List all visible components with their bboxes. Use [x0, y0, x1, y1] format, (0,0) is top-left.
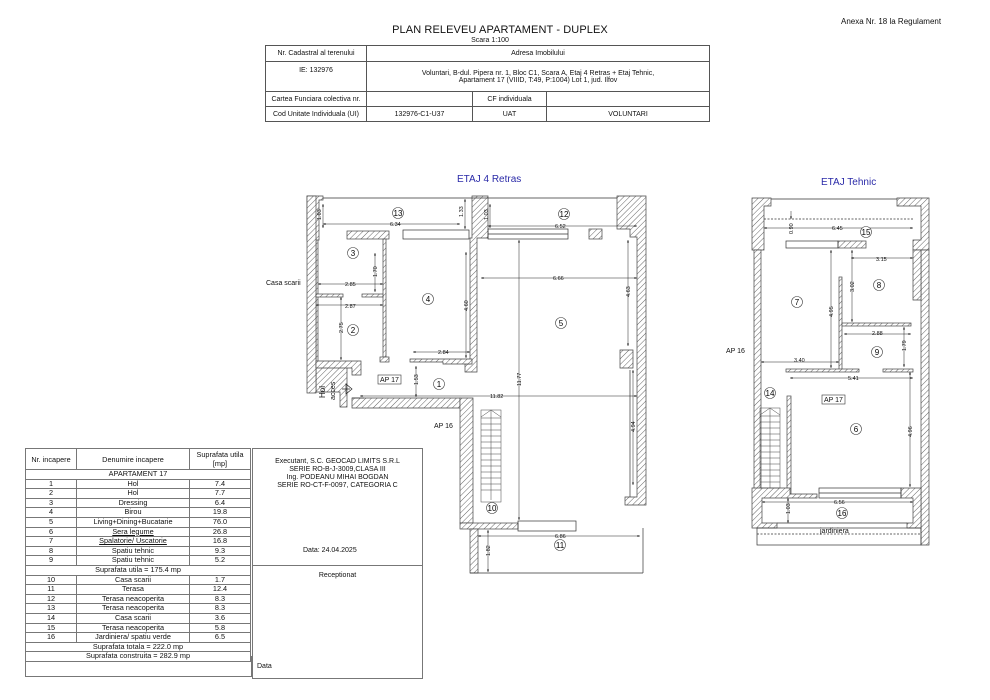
svg-text:4: 4 — [425, 295, 431, 304]
rooms-table — [25, 448, 251, 662]
table-cell: 13 — [26, 604, 77, 614]
table-cell: 2 — [26, 489, 77, 499]
uat-value: VOLUNTARI — [547, 107, 710, 122]
cadastral-label: Nr. Cadastral al terenului — [266, 46, 367, 62]
table-cell: Jardiniera/ spatiu verde — [77, 633, 190, 643]
col-header-nr: Nr. incapere — [26, 449, 77, 470]
ap17-badge — [378, 375, 401, 384]
svg-text:6: 6 — [853, 425, 859, 434]
table-cell: Birou — [77, 508, 190, 518]
table-row — [26, 613, 251, 623]
table-cell: 16 — [26, 633, 77, 643]
table-cell: 10 — [26, 575, 77, 585]
svg-text:4.96: 4.96 — [908, 426, 914, 437]
address-label: Adresa Imobilului — [367, 46, 710, 62]
cod-value: 132976-C1-U37 — [367, 107, 473, 122]
executant-date: Data: 24.04.2025 — [303, 547, 357, 554]
table-cell: 12 — [26, 594, 77, 604]
table-cell: 14 — [26, 613, 77, 623]
room-marker-10 — [487, 503, 498, 514]
svg-text:AP 17: AP 17 — [824, 397, 843, 404]
room-marker-16 — [837, 508, 848, 519]
tehnic-ap16-label: AP 16 — [726, 348, 745, 355]
room-marker-12 — [559, 209, 570, 220]
table-row — [26, 604, 251, 614]
table-cell: 5.8 — [190, 623, 251, 633]
table-cell: 16.8 — [190, 537, 251, 547]
svg-text:9: 9 — [874, 348, 880, 357]
ie-value: IE: 132976 — [266, 62, 367, 92]
svg-text:1.82: 1.82 — [486, 545, 492, 556]
svg-text:1.70: 1.70 — [373, 266, 379, 277]
svg-text:1.03: 1.03 — [786, 503, 792, 514]
svg-text:15: 15 — [861, 228, 871, 237]
table-cell: Sera legume — [77, 527, 190, 537]
etaj4-title: ETAJ 4 Retras — [457, 174, 522, 185]
received-label: Receptionat — [318, 572, 357, 579]
svg-text:2.75: 2.75 — [339, 322, 345, 333]
svg-text:6.56: 6.56 — [834, 500, 845, 506]
room-marker-6 — [851, 424, 862, 435]
room-marker-5 — [556, 318, 567, 329]
table-cell: 7 — [26, 537, 77, 547]
table-cell: Terasa neacoperita — [77, 594, 190, 604]
svg-text:1.03: 1.03 — [317, 209, 323, 220]
svg-text:1: 1 — [436, 380, 442, 389]
table-cell: 26.8 — [190, 527, 251, 537]
etaj4-stairs — [481, 410, 501, 502]
svg-text:16: 16 — [837, 509, 847, 518]
table-cell: 3 — [26, 498, 77, 508]
table-cell: Hol — [77, 479, 190, 489]
table-cell: Hol — [77, 489, 190, 499]
section-title: APARTAMENT 17 — [26, 470, 251, 480]
svg-text:2.85: 2.85 — [345, 282, 356, 288]
table-row — [26, 537, 251, 547]
svg-text:2.84: 2.84 — [438, 350, 449, 356]
table-cell: 12.4 — [190, 585, 251, 595]
table-cell: 76.0 — [190, 517, 251, 527]
svg-text:4.94: 4.94 — [631, 421, 637, 432]
table-cell: 8 — [26, 546, 77, 556]
room-marker-3 — [348, 248, 359, 259]
table-cell: 1.7 — [190, 575, 251, 585]
constructed-row: Suprafata construita = 282.9 mp — [26, 652, 251, 662]
table-cell: 7.7 — [190, 489, 251, 499]
svg-text:14: 14 — [765, 389, 775, 398]
table-row — [26, 585, 251, 595]
jardiniera-label: jardiniera — [820, 528, 849, 535]
svg-text:AP 17: AP 17 — [380, 377, 399, 384]
table-row — [26, 633, 251, 643]
table-cell: 4 — [26, 508, 77, 518]
table-cell: Spalatorie/ Uscatorie — [77, 537, 190, 547]
ap16-label: AP 16 — [434, 423, 453, 430]
casa-scarii-label: Casa scarii — [266, 280, 301, 287]
table-cell: 6 — [26, 527, 77, 537]
table-cell: 11 — [26, 585, 77, 595]
table-cell: 15 — [26, 623, 77, 633]
table-cell: 6.4 — [190, 498, 251, 508]
table-cell: 1 — [26, 479, 77, 489]
svg-text:8: 8 — [876, 281, 882, 290]
cod-label: Cod Unitate Individuala (UI) — [266, 107, 367, 122]
hol-label: Hol — [318, 385, 327, 398]
svg-text:1.53: 1.53 — [414, 374, 420, 385]
acces-label: acces — [330, 381, 337, 400]
svg-text:6.34: 6.34 — [390, 222, 401, 228]
rooms-table-footer — [25, 656, 252, 677]
table-cell: 19.8 — [190, 508, 251, 518]
svg-text:10: 10 — [487, 504, 497, 513]
table-cell: Terasa neacoperita — [77, 604, 190, 614]
svg-text:3.40: 3.40 — [794, 358, 805, 364]
table-cell: Casa scarii — [77, 613, 190, 623]
divider — [253, 565, 422, 566]
annex-label: Anexa Nr. 18 la Regulament — [841, 17, 942, 26]
svg-text:2: 2 — [350, 326, 356, 335]
room-marker-11 — [555, 540, 566, 551]
table-cell: Spatiu tehnic — [77, 546, 190, 556]
table-cell: 5 — [26, 517, 77, 527]
svg-text:1.33: 1.33 — [459, 206, 465, 217]
svg-text:2.88: 2.88 — [872, 331, 883, 337]
table-row — [26, 556, 251, 566]
table-cell: 5.2 — [190, 556, 251, 566]
svg-text:7: 7 — [794, 298, 800, 307]
svg-text:1.03: 1.03 — [484, 209, 490, 220]
subtotal-row: Suprafata utila = 175.4 mp — [26, 565, 251, 575]
address-value: Voluntari, B-dul. Pipera nr. 1, Bloc C1, Scara A, Etaj 4 Retras + Etaj Tehnic, Apartament 17 (VIIID, T:49, P:1004) Lot 1, jud. Ilfov — [367, 62, 710, 92]
table-cell: Terasa — [77, 585, 190, 595]
svg-text:6.45: 6.45 — [832, 226, 843, 232]
table-cell: 7.4 — [190, 479, 251, 489]
room-marker-15 — [861, 227, 872, 238]
svg-text:1.79: 1.79 — [902, 340, 908, 351]
carte-label: Cartea Funciara colectiva nr. — [266, 92, 367, 107]
svg-text:11.77: 11.77 — [517, 372, 523, 386]
room-marker-1 — [434, 379, 445, 390]
total-row: Suprafata totala = 222.0 mp — [26, 642, 251, 652]
cf-label: CF individuala — [473, 92, 547, 107]
tehnic-dimensions — [761, 211, 913, 523]
room-marker-9 — [872, 347, 883, 358]
table-cell: Living+Dining+Bucatarie — [77, 517, 190, 527]
tehnic-title: ETAJ Tehnic — [821, 177, 877, 188]
svg-text:3.02: 3.02 — [850, 281, 856, 292]
col-header-area: Suprafata utila [mp] — [190, 449, 251, 470]
scale-label: Scara 1:100 — [471, 37, 509, 44]
svg-text:13: 13 — [393, 209, 403, 218]
svg-text:0.90: 0.90 — [789, 223, 795, 234]
table-cell: 8.3 — [190, 604, 251, 614]
svg-text:4.63: 4.63 — [626, 286, 632, 297]
table-row — [26, 489, 251, 499]
page-title: PLAN RELEVEU APARTAMENT - DUPLEX — [392, 24, 608, 36]
room-marker-7 — [792, 297, 803, 308]
table-cell: Terasa neacoperita — [77, 623, 190, 633]
svg-text:6.66: 6.66 — [553, 276, 564, 282]
table-cell: 8.3 — [190, 594, 251, 604]
col-header-name: Denumire incapere — [77, 449, 190, 470]
room-marker-13 — [393, 208, 404, 219]
table-cell: Spatiu tehnic — [77, 556, 190, 566]
executant-box — [252, 448, 423, 679]
table-cell: Casa scarii — [77, 575, 190, 585]
table-cell: 9 — [26, 556, 77, 566]
svg-text:6.86: 6.86 — [555, 534, 566, 540]
svg-text:5: 5 — [558, 319, 564, 328]
room-marker-2 — [348, 325, 359, 336]
svg-text:6.52: 6.52 — [555, 224, 566, 230]
room-marker-4 — [423, 294, 434, 305]
svg-text:2.87: 2.87 — [345, 304, 356, 310]
svg-text:11: 11 — [555, 541, 565, 550]
tehnic-dimension-labels — [786, 223, 914, 514]
svg-text:3.15: 3.15 — [876, 257, 887, 263]
table-cell: 3.6 — [190, 613, 251, 623]
svg-text:5.41: 5.41 — [848, 376, 859, 382]
room-marker-14 — [765, 388, 776, 399]
svg-text:4.60: 4.60 — [464, 300, 470, 311]
table-cell: Dressing — [77, 498, 190, 508]
uat-label: UAT — [473, 107, 547, 122]
svg-text:4.95: 4.95 — [829, 306, 835, 317]
svg-text:12: 12 — [559, 210, 569, 219]
tehnic-room-markers — [765, 227, 885, 519]
table-row — [26, 517, 251, 527]
table-cell: 6.5 — [190, 633, 251, 643]
data-label: Data — [257, 663, 272, 670]
room-marker-8 — [874, 280, 885, 291]
tehnic-stairs — [760, 408, 780, 488]
table-cell: 9.3 — [190, 546, 251, 556]
svg-text:11.82: 11.82 — [490, 394, 504, 400]
tehnic-ap17-badge — [822, 395, 845, 404]
svg-text:3: 3 — [350, 249, 356, 258]
executant-info: Executant, S.C. GEOCAD LIMITS S.R.L SERIE RO-B-J-3009,CLASA III Ing. PODEANU MIHAI BOGDAN SERIE RO-CT-F-0097, CATEGORIA C — [275, 458, 400, 489]
